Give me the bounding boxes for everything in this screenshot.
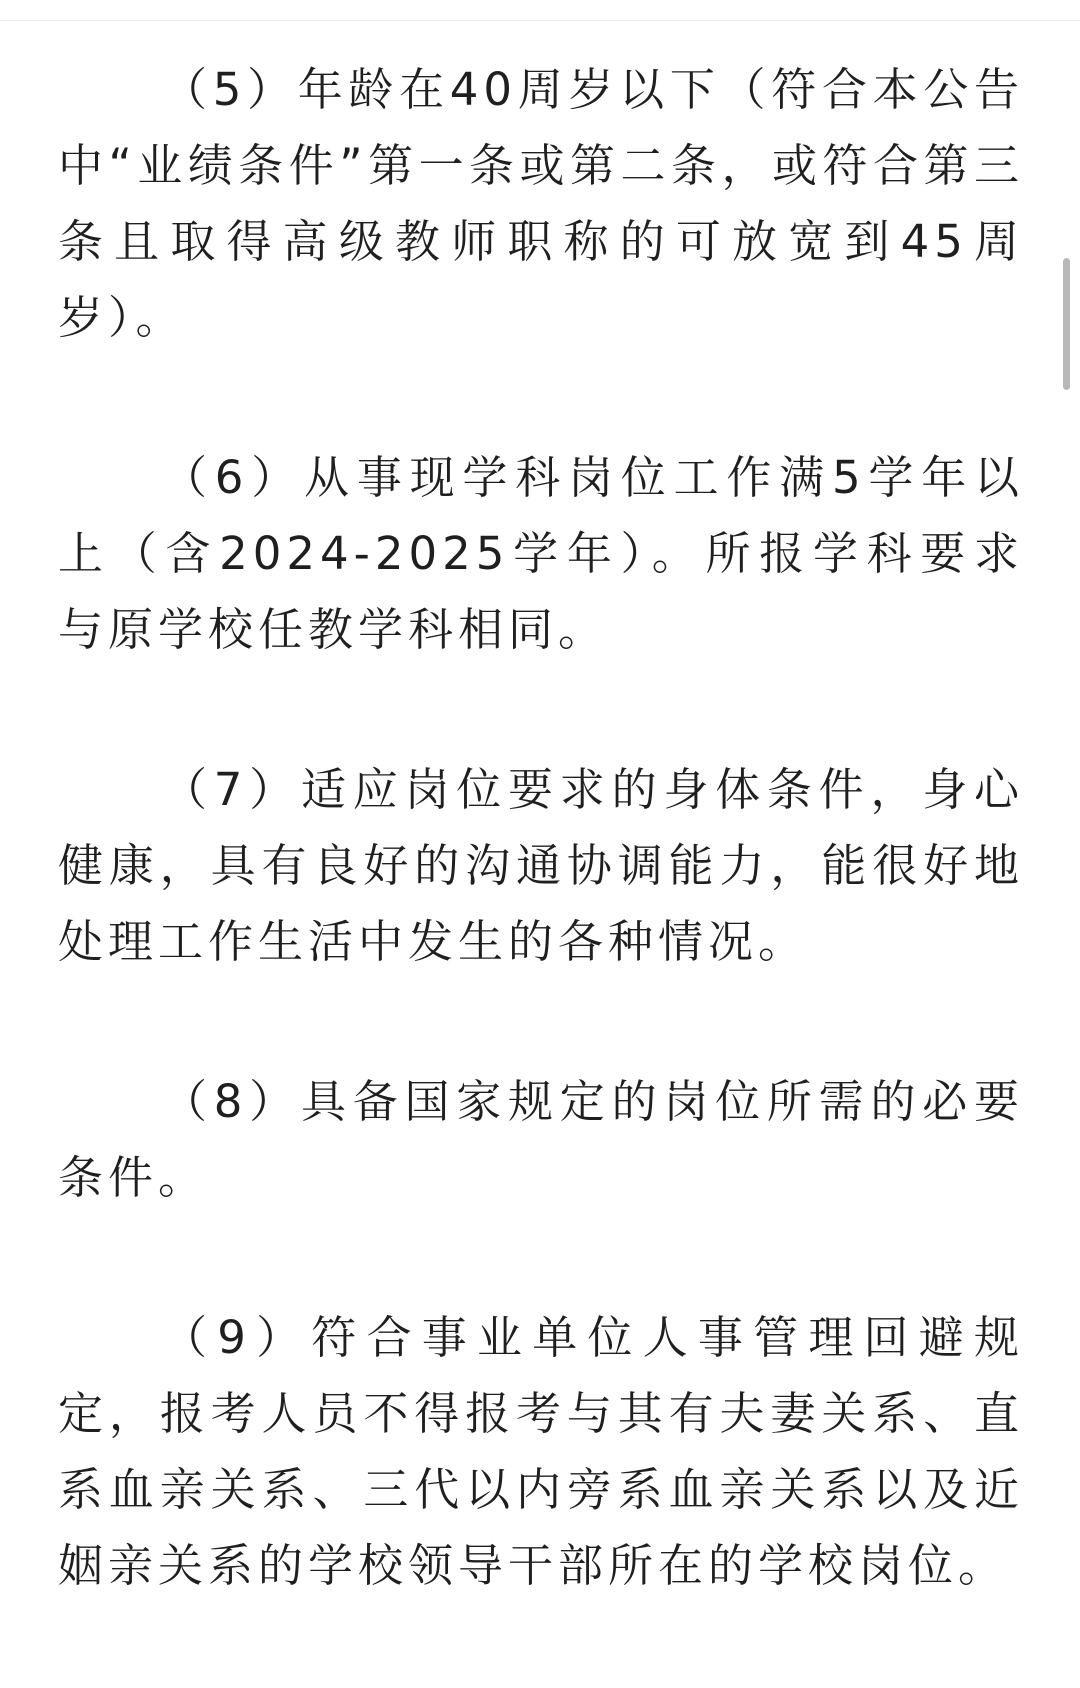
paragraph-item-5: （5）年龄在40周岁以下（符合本公告中“业绩条件”第一条或第二条，或符合第三条且取得高级教师职称的可放宽到45周岁）。: [58, 63, 1024, 344]
article-body: [58, 52, 1024, 1688]
top-divider: [0, 20, 1080, 21]
paragraph-item-8: （8）具备国家规定的岗位所需的必要条件。: [58, 1075, 1024, 1204]
vertical-scrollbar[interactable]: [1063, 258, 1070, 390]
paragraph-item-9: （9）符合事业单位人事管理回避规定，报考人员不得报考与其有夫妻关系、直系血亲关系、三代以内旁系血亲关系以及近姻亲关系的学校领导干部所在的学校岗位。: [58, 1311, 1024, 1592]
paragraph-item-7: （7）适应岗位要求的身体条件，身心健康，具有良好的沟通协调能力，能很好地处理工作生活中发生的各种情况。: [58, 763, 1024, 968]
paragraph-item-6: （6）从事现学科岗位工作满5学年以上（含2024-2025学年）。所报学科要求与原学校任教学科相同。: [58, 451, 1024, 656]
